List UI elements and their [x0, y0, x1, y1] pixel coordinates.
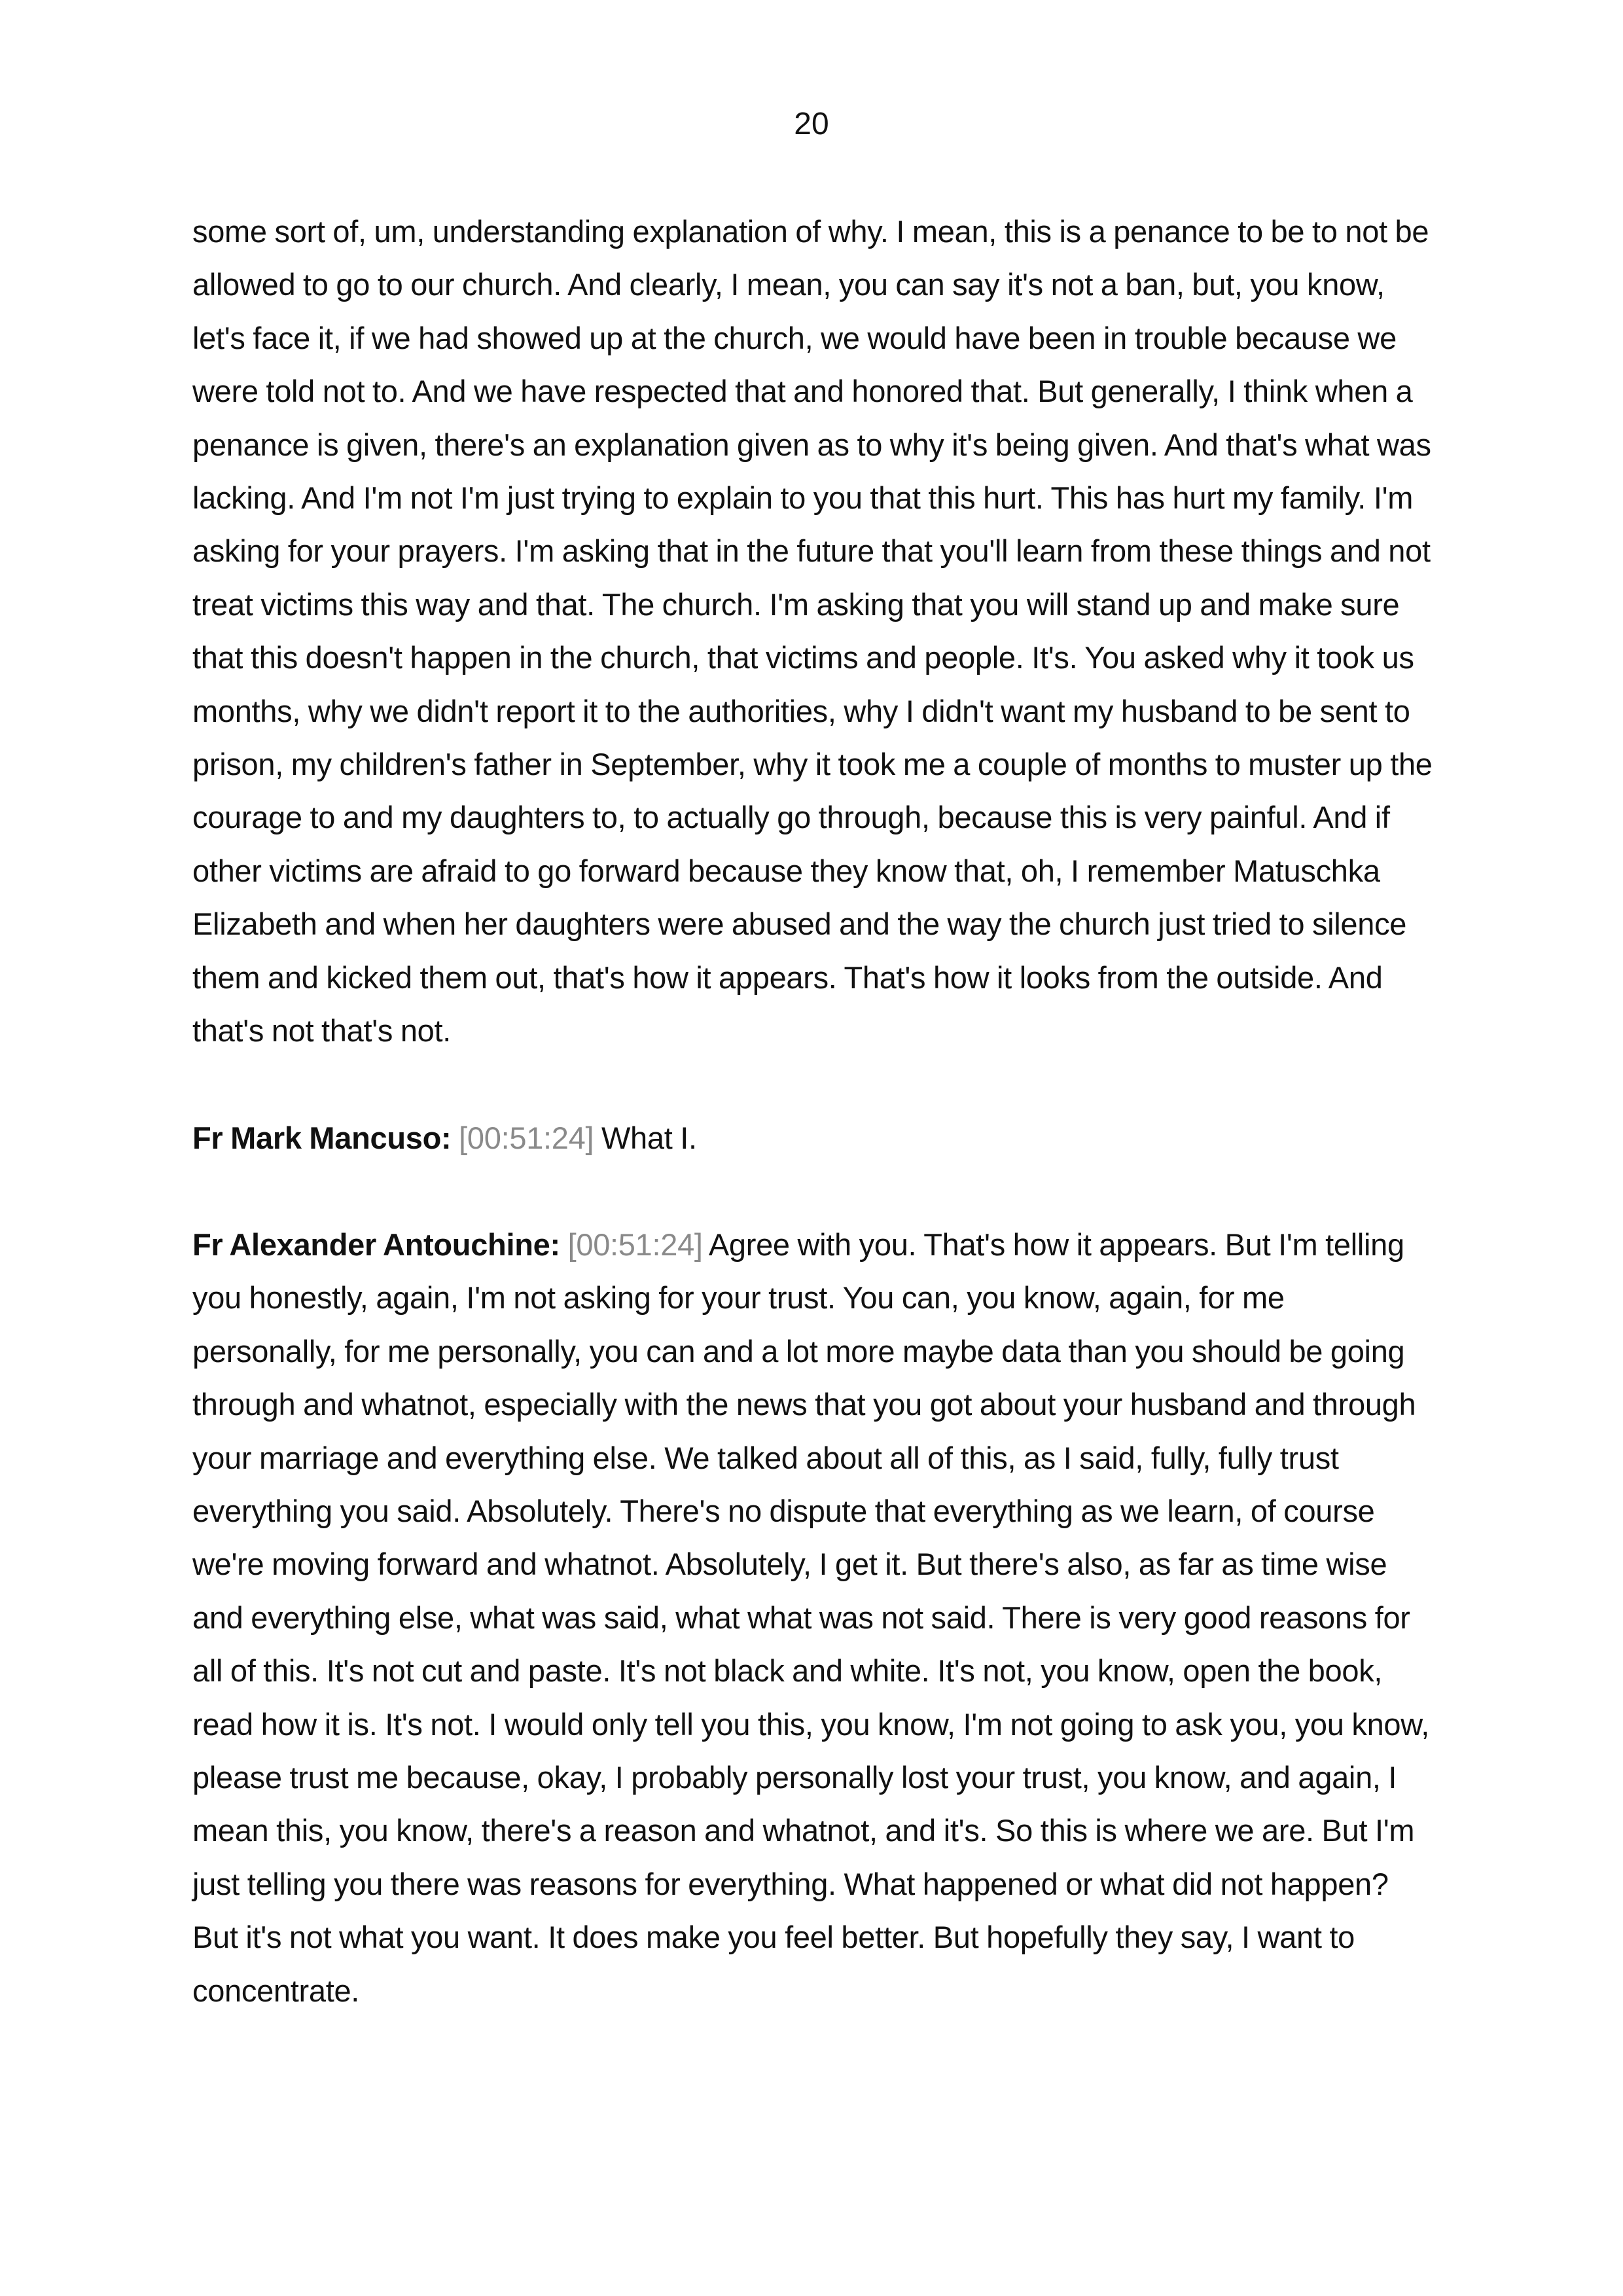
- transcript-paragraph: [192, 1111, 1436, 1164]
- paragraph-text: some sort of, um, understanding explanation of why. I mean, this is a penance to be to not be allowed to go to our church. And clearly, I mean, you can say it's not a ban, but, you know, let's face it, if we had showed up at the church, we would have been in trouble because we were told not to. And we have respected that and honored that. But generally, I think when a penance is given, there's an explanation given as to why it's being given. And that's what was lacking. And I'm not I'm just trying to explain to you that this hurt. This has hurt my family. I'm asking for your prayers. I'm asking that in the future that you'll learn from these things and not treat victims this way and that. The church. I'm asking that you will stand up and make sure that this doesn't happen in the church, that victims and people. It's. You asked why it took us months, why we didn't report it to the authorities, why I didn't want my husband to be sent to prison, my children's father in September, why it took me a couple of months to muster up the courage to and my daughters to, to actually go through, because this is very painful. And if other victims are afraid to go forward because they know that, oh, I remember Matuschka Elizabeth and when her daughters were abused and the way the church just tried to silence them and kicked them out, that's how it appears. That's how it looks from the outside. And that's not that's not.: [192, 214, 1433, 1049]
- transcript-paragraph: [192, 1218, 1436, 2017]
- transcript-body: [192, 205, 1436, 2071]
- paragraph-text: What I.: [601, 1120, 697, 1155]
- speaker-name: Fr Alexander Antouchine:: [192, 1227, 560, 1262]
- timestamp: [00:51:24]: [567, 1227, 703, 1262]
- paragraph-text: Agree with you. That's how it appears. But I'm telling you honestly, again, I'm not asking for your trust. You can, you know, again, for me personally, for me personally, you can and a lot more maybe data than you should be going through and whatnot, especially with the news that you got about your husband and through your marriage and everything else. We talked about all of this, as I said, fully, fully trust everything you said. Absolutely. There's no dispute that everything as we learn, of course we're moving forward and whatnot. Absolutely, I get it. But there's also, as far as time wise and everything else, what was said, what what was not said. There is very good reasons for all of this. It's not cut and paste. It's not black and white. It's not, you know, open the book, read how it is. It's not. I would only tell you this, you know, I'm not going to ask you, you know, please trust me because, okay, I probably personally lost your trust, you know, and again, I mean this, you know, there's a reason and whatnot, and it's. So this is where we are. But I'm just telling you there was reasons for everything. What happened or what did not happen? But it's not what you want. It does make you feel better. But hopefully they say, I want to concentrate.: [192, 1227, 1430, 2008]
- timestamp: [00:51:24]: [459, 1120, 594, 1155]
- page-number: 20: [794, 107, 829, 141]
- speaker-name: Fr Mark Mancuso:: [192, 1120, 452, 1155]
- transcript-paragraph: [192, 205, 1436, 1058]
